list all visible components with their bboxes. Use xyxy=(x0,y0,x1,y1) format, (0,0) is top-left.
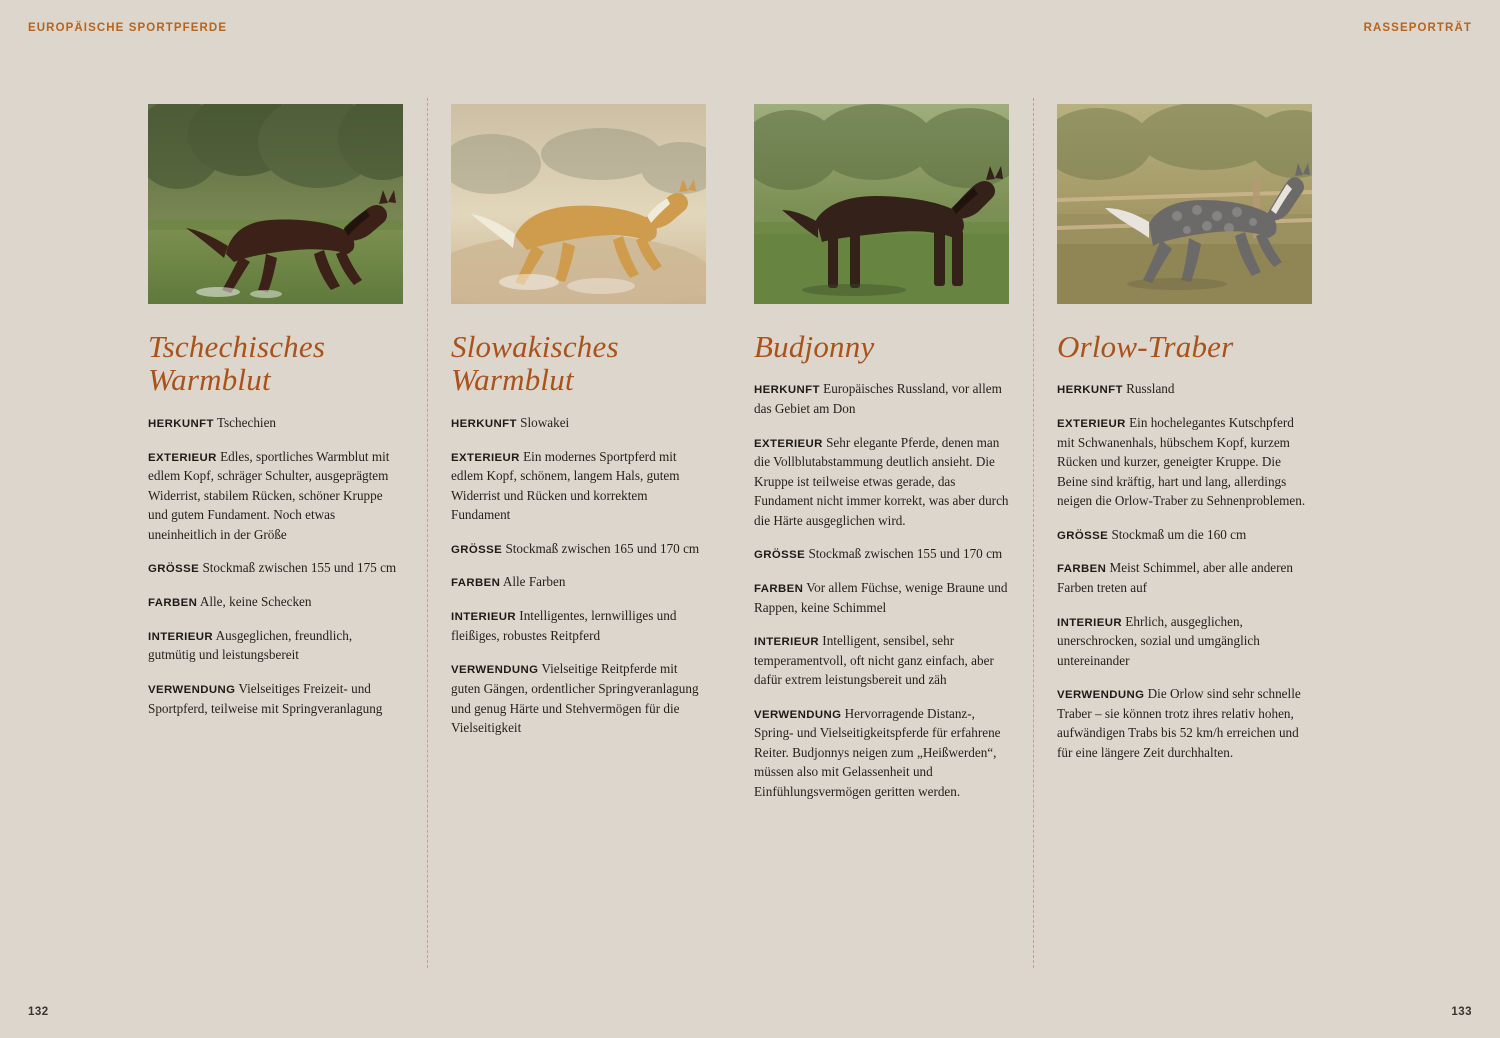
fact-exterieur xyxy=(451,447,706,525)
fact-value: Vielseitiges Freizeit- und Sportpferd, teilweise mit Springveranlagung xyxy=(148,680,383,716)
breed-entry-2 xyxy=(451,104,754,815)
photo-dapple-grey-horse-trotting-field xyxy=(1057,104,1312,304)
fact-label: FARBEN xyxy=(1057,563,1107,576)
fact-value: Alle, keine Schecken xyxy=(199,593,312,609)
fact-label: VERWENDUNG xyxy=(451,664,539,677)
fact-farben xyxy=(1057,558,1312,597)
fact-farben xyxy=(148,592,403,612)
fact-value: Edles, sportliches Warmblut mit edlem Kopf, schräger Schulter, ausgeprägtem Widerrist, stabilem Rücken, schöner Kruppe und gutem Fundament. Noch etwas uneinheitlich in der Größe xyxy=(148,448,390,542)
fact-verwendung xyxy=(451,659,706,737)
breed-title: Budjonny xyxy=(754,329,875,364)
fact-herkunft xyxy=(754,379,1009,418)
fact-value: Hervorragende Distanz-, Spring- und Vielseitigkeitspferde für erfahrene Reiter. Budjonnys neigen zum „Heißwerden“, müssen also mit Gelassenheit und Einfühlungsvermögen geritten werden. xyxy=(754,705,1001,799)
fact-value: Meist Schimmel, aber alle anderen Farben treten auf xyxy=(1057,560,1293,596)
fact-label: GRÖSSE xyxy=(451,543,503,556)
fact-label: HERKUNFT xyxy=(1057,384,1123,397)
breed-title: Tschechisches Warmblut xyxy=(148,329,326,398)
running-head-left: EUROPÄISCHE SPORTPFERDE xyxy=(28,22,228,34)
fact-groesse xyxy=(148,558,403,578)
page-number-right: 133 xyxy=(1451,1006,1472,1018)
breed-facts xyxy=(451,413,706,737)
fact-label: HERKUNFT xyxy=(148,417,214,430)
fact-value: Sehr elegante Pferde, denen man die Vollblutabstammung deutlich ansieht. Die Kruppe ist teilweise etwas gerade, das Fundament nicht immer korrekt, was aber durch die Härte ausgeglichen wird. xyxy=(754,434,1009,528)
fact-exterieur xyxy=(754,433,1009,530)
photo-bay-horse-galloping-meadow xyxy=(148,104,403,304)
fact-value: Slowakei xyxy=(520,414,570,430)
fact-label: VERWENDUNG xyxy=(1057,689,1145,702)
fact-value: Russland xyxy=(1126,381,1175,397)
fact-value: Stockmaß um die 160 cm xyxy=(1111,526,1247,542)
fact-label: GRÖSSE xyxy=(1057,529,1109,542)
fact-label: HERKUNFT xyxy=(451,417,517,430)
fact-farben xyxy=(451,572,706,592)
fact-verwendung xyxy=(1057,684,1312,762)
fact-groesse xyxy=(1057,525,1312,545)
fact-value: Europäisches Russland, vor allem das Gebiet am Don xyxy=(754,381,1002,417)
breed-facts xyxy=(148,413,403,718)
fact-label: EXTERIEUR xyxy=(451,451,520,464)
breed-facts xyxy=(754,379,1009,800)
fact-label: EXTERIEUR xyxy=(1057,418,1126,431)
photo-palomino-horse-galloping-sand xyxy=(451,104,706,304)
fact-exterieur xyxy=(1057,413,1312,510)
fact-value: Stockmaß zwischen 165 und 170 cm xyxy=(505,540,700,556)
fact-label: EXTERIEUR xyxy=(148,451,217,464)
fact-value: Tschechien xyxy=(216,414,277,430)
breed-entry-3 xyxy=(754,104,1057,815)
breed-columns xyxy=(148,104,1360,815)
fact-value: Die Orlow sind sehr schnelle Traber – sie können trotz ihres relativ hohen, aufwändigen Trabs bis 52 km/h erreichen und für eine längere Zeit durchhalten. xyxy=(1057,686,1301,760)
page-number-left: 132 xyxy=(28,1006,49,1018)
fact-label: GRÖSSE xyxy=(148,563,200,576)
running-head-right: RASSEPORTRÄT xyxy=(1363,22,1472,34)
fact-value: Stockmaß zwischen 155 und 170 cm xyxy=(808,546,1003,562)
fact-groesse xyxy=(754,544,1009,564)
fact-herkunft xyxy=(451,413,706,433)
breed-entry-4 xyxy=(1057,104,1360,815)
fact-label: INTERIEUR xyxy=(754,635,819,648)
photo-dark-bay-horse-standing-pasture xyxy=(754,104,1009,304)
fact-value: Intelligentes, lernwilliges und fleißiges, robustes Reitpferd xyxy=(451,608,677,643)
fact-interieur xyxy=(1057,612,1312,671)
fact-label: FARBEN xyxy=(148,596,198,609)
fact-exterieur xyxy=(148,447,403,544)
fact-value: Ein modernes Sportpferd mit edlem Kopf, schönem, langem Hals, gutem Widerrist und Rücken und korrektem Fundament xyxy=(451,448,680,523)
breed-title: Slowakisches Warmblut xyxy=(451,329,619,398)
fact-value: Ein hochelegantes Kutschpferd mit Schwanenhals, hübschem Kopf, kurzem Rücken und kurzer, geneigter Kruppe. Die Beine sind kräftig, hart und lang, allerdings neigen die Orlow-Traber zu Sehnenproblemen. xyxy=(1057,415,1306,509)
fact-value: Alle Farben xyxy=(502,574,566,590)
breed-entry-1 xyxy=(148,104,451,815)
fact-verwendung xyxy=(754,704,1009,801)
fact-label: FARBEN xyxy=(754,582,804,595)
breed-title: Orlow-Traber xyxy=(1057,329,1234,364)
fact-label: INTERIEUR xyxy=(148,630,213,643)
fact-value: Vielseitige Reitpferde mit guten Gängen, ordentlicher Springveranlagung und genug Härte und Stehvermögen für die Vielseitigkeit xyxy=(451,661,699,735)
fact-value: Ehrlich, ausgeglichen, unerschrocken, sozial und umgänglich untereinander xyxy=(1057,613,1260,668)
fact-label: FARBEN xyxy=(451,577,501,590)
fact-interieur xyxy=(754,631,1009,690)
fact-farben xyxy=(754,578,1009,617)
fact-value: Intelligent, sensibel, sehr temperamentvoll, oft nicht ganz einfach, aber dafür extrem leistungsbereit und zäh xyxy=(754,632,994,688)
fact-value: Ausgeglichen, freundlich, gutmütig und leistungsbereit xyxy=(148,627,353,663)
fact-label: VERWENDUNG xyxy=(754,708,842,721)
fact-label: INTERIEUR xyxy=(1057,616,1122,629)
fact-value: Vor allem Füchse, wenige Braune und Rappen, keine Schimmel xyxy=(754,579,1008,615)
fact-verwendung xyxy=(148,679,403,718)
fact-herkunft xyxy=(1057,379,1312,399)
breed-facts xyxy=(1057,379,1312,762)
fact-label: HERKUNFT xyxy=(754,384,820,397)
fact-value: Stockmaß zwischen 155 und 175 cm xyxy=(202,560,397,576)
fact-interieur xyxy=(451,606,706,645)
fact-label: EXTERIEUR xyxy=(754,437,823,450)
fact-groesse xyxy=(451,539,706,559)
fact-herkunft xyxy=(148,413,403,433)
fact-label: VERWENDUNG xyxy=(148,683,236,696)
fact-label: INTERIEUR xyxy=(451,611,516,624)
fact-label: GRÖSSE xyxy=(754,549,806,562)
fact-interieur xyxy=(148,626,403,665)
